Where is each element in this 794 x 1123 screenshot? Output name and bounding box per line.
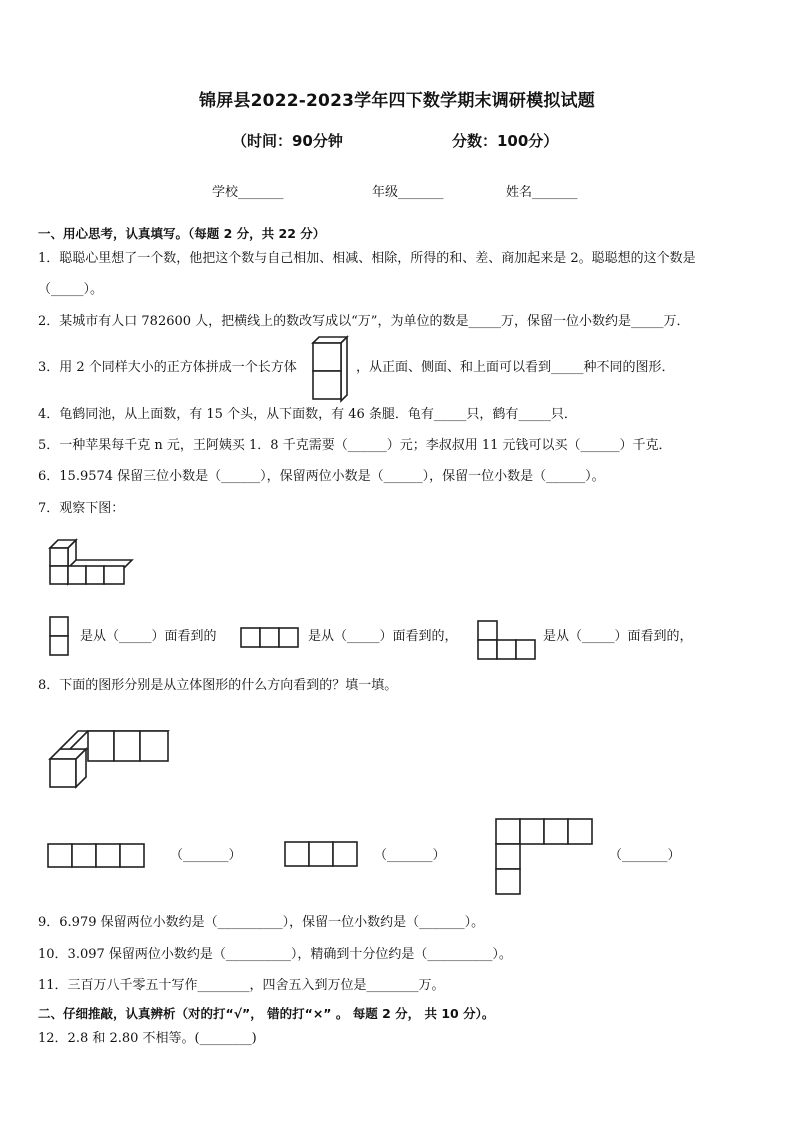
q8-answer-2[interactable]: （_______） [374, 848, 446, 863]
q7-solid-figure [48, 538, 128, 586]
grade-field[interactable]: 年级_______ [372, 185, 444, 200]
q8-view-2-figure [284, 841, 360, 867]
section-1-heading: 一、用心思考，认真填写。（每题 2 分，共 22 分） [38, 226, 326, 241]
question-1-text: 1．聪聪心里想了一个数，他把这个数与自己相加、相减、相除，所得的和、差、商加起来是 2。聪聪想的这个数是 [38, 251, 696, 266]
q7-view-3-figure [477, 620, 537, 662]
q7-view-2-figure [240, 627, 300, 649]
question-1-answer[interactable]: （_____）。 [38, 282, 104, 297]
q7-view-2-label: 是从（_____）面看到的， [308, 629, 458, 644]
q8-view-1-figure [47, 843, 147, 869]
question-10: 10．3.097 保留两位小数约是（__________），精确到十分位约是（__________）。 [38, 947, 512, 962]
question-3-part-1: 3．用 2 个同样大小的正方体拼成一个长方体 [38, 360, 297, 375]
q8-view-3-figure [495, 818, 595, 896]
page-title: 锦屏县2022-2023学年四下数学期末调研模拟试题 [199, 91, 595, 111]
exam-time: （时间：90分钟 [232, 132, 343, 150]
name-field[interactable]: 姓名_______ [506, 185, 578, 200]
school-field[interactable]: 学校_______ [212, 185, 284, 200]
question-2: 2．某城市有人口 782600 人，把横线上的数改写成以“万”，为单位的数是_____万，保留一位小数约是_____万． [38, 314, 690, 329]
cuboid-figure [313, 337, 349, 399]
question-7: 7．观察下图： [38, 501, 125, 516]
question-3-part-2: ，从正面、侧面、和上面可以看到_____种不同的图形． [356, 360, 675, 375]
question-12: 12．2.8 和 2.80 不相等。(________) [38, 1031, 257, 1046]
question-8: 8．下面的图形分别是从立体图形的什么方向看到的？填一填。 [38, 678, 398, 693]
q7-view-1-label: 是从（_____）面看到的 [80, 629, 217, 644]
q7-view-3-label: 是从（_____）面看到的， [543, 629, 693, 644]
q8-answer-3[interactable]: （_______） [609, 848, 681, 863]
question-5: 5．一种苹果每千克 n 元，王阿姨买 1．8 千克需要（______）元；李叔叔用 11 元钱可以买（______）千克． [38, 438, 672, 453]
question-4: 4．龟鹤同池，从上面数，有 15 个头，从下面数，有 46 条腿．龟有_____只，鹤有_____只． [38, 407, 577, 422]
q8-solid-figure [48, 727, 172, 789]
section-2-heading: 二、仔细推敲，认真辨析（对的打“√”， 错的打“×” 。 每题 2 分， 共 10 分）。 [38, 1006, 495, 1021]
question-6: 6．15.9574 保留三位小数是（______），保留两位小数是（______），保留一位小数是（______）。 [38, 469, 605, 484]
q8-answer-1[interactable]: （_______） [170, 848, 242, 863]
question-11: 11．三百万八千零五十写作________，四舍五入到万位是________万。 [38, 978, 445, 993]
q7-view-1-figure [49, 616, 69, 656]
question-9: 9．6.979 保留两位小数约是（__________），保留一位小数约是（_______）。 [38, 915, 485, 930]
exam-score: 分数：100分） [452, 132, 559, 150]
